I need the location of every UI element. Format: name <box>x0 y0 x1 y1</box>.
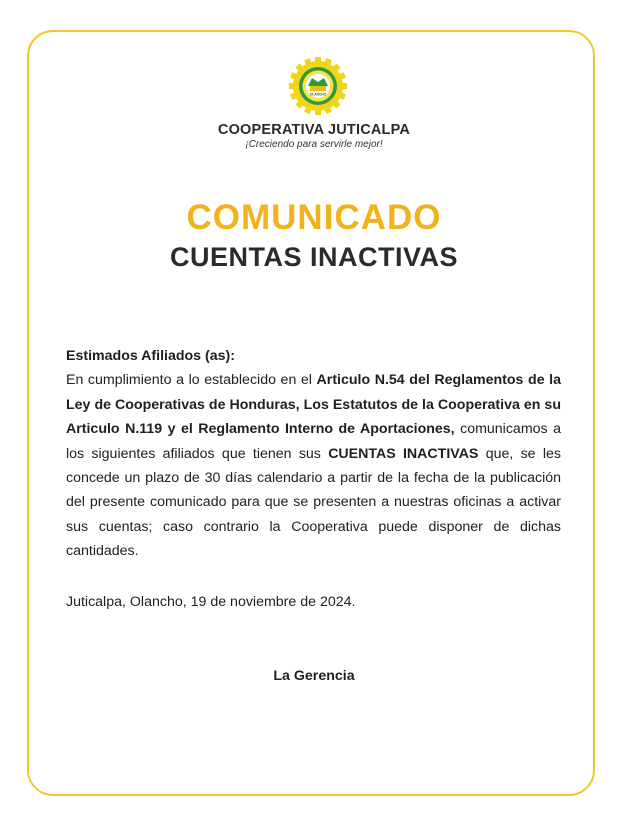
organization-name: COOPERATIVA JUTICALPA <box>217 122 411 138</box>
logo-seal-text: OLANCHO <box>309 92 327 97</box>
notice-headline: COMUNICADO <box>186 198 442 237</box>
paragraph-end: que, se les concede un plazo de 30 días calendario a partir de la fecha de la publicación del presente comunicado para que se presenten a nuestras oficinas a activar sus cuentas; caso contrario la Cooperativa puede disponer de dichas cantidades. <box>66 445 561 560</box>
notice-body <box>66 344 561 564</box>
greeting: Estimados Afiliados (as): <box>66 348 235 364</box>
cooperative-gear-seal-icon <box>288 56 348 116</box>
paragraph-middle: comunicamos a los siguientes afiliados que tienen sus <box>66 421 561 462</box>
paragraph-legal-references: Articulo N.54 del Reglamentos de la Ley de Cooperativas de Honduras, Los Estatutos de la Cooperativa en su Articulo N.119 y el Reglamento Interno de Aportaciones, <box>66 372 561 438</box>
signature: La Gerencia <box>273 668 355 684</box>
logo-graphic <box>288 56 348 116</box>
notice-subhead: CUENTAS INACTIVAS <box>169 242 458 272</box>
notice-paragraph <box>66 368 561 563</box>
paragraph-intro: En cumplimiento a lo establecido en el <box>66 372 317 389</box>
dateline: Juticalpa, Olancho, 19 de noviembre de 2024. <box>66 594 356 610</box>
paragraph-inactive-accounts: CUENTAS INACTIVAS <box>328 445 479 462</box>
organization-tagline: ¡Creciendo para servirle mejor! <box>245 139 383 150</box>
